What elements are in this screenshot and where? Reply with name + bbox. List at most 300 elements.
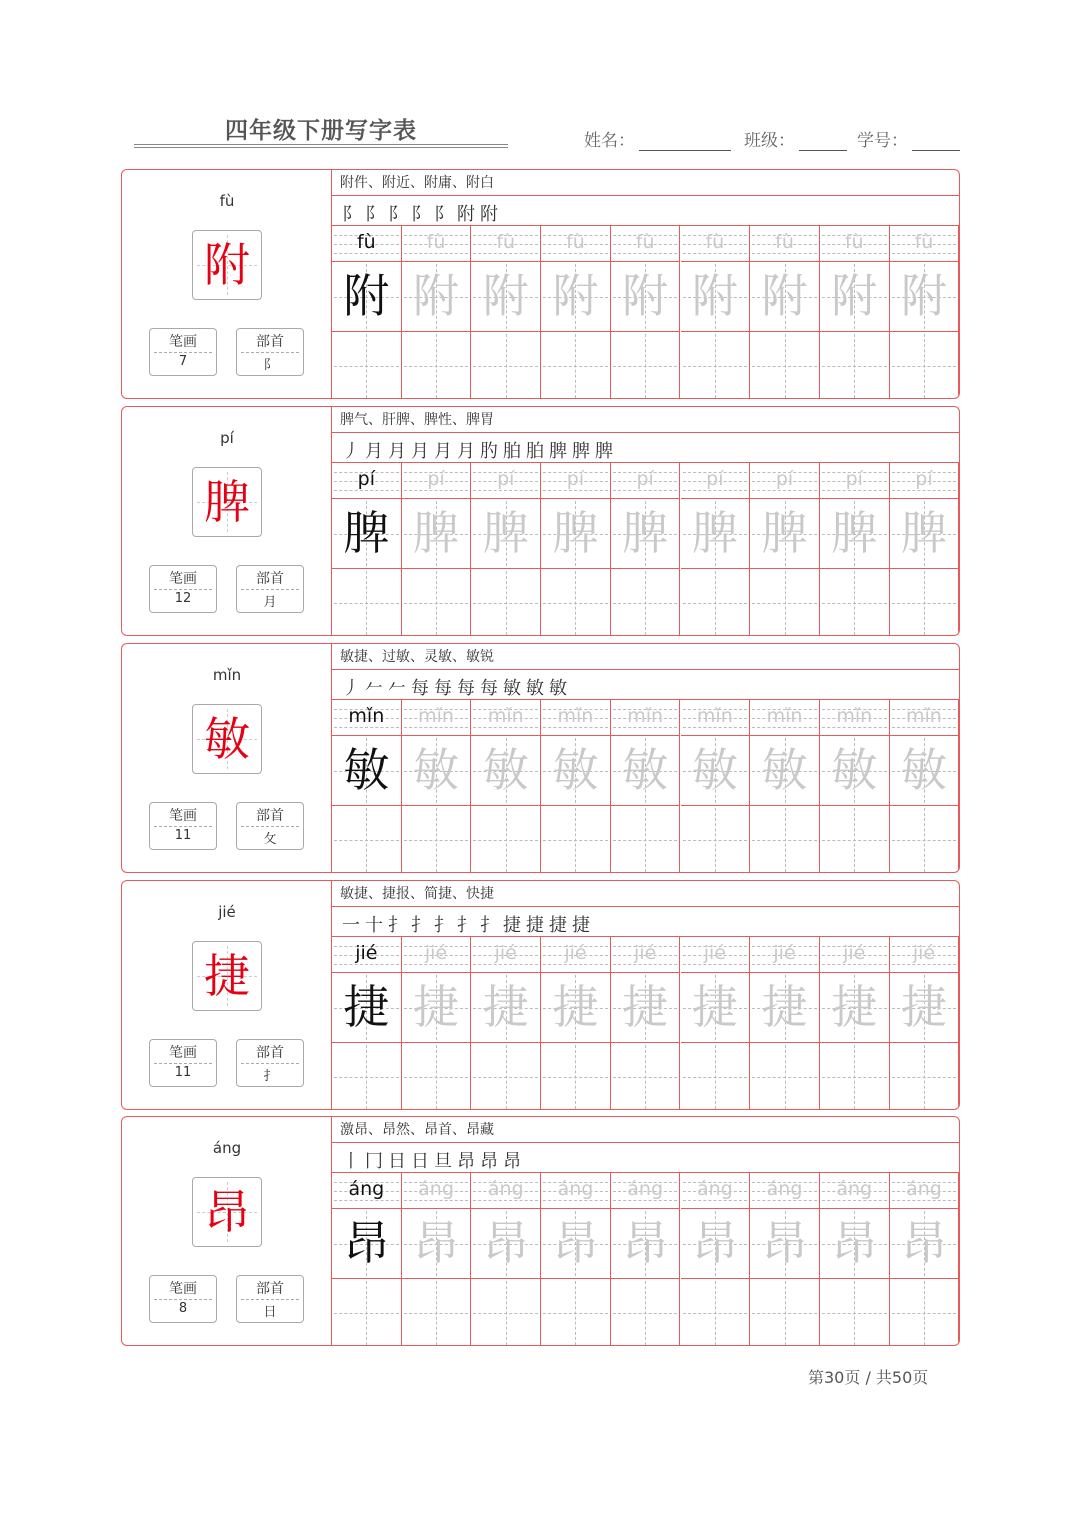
blank-practice-cell[interactable] — [471, 1043, 541, 1110]
stroke-step: 日 — [388, 1151, 406, 1172]
pinyin-text: pí — [775, 468, 794, 490]
pinyin-text: áng — [557, 1178, 594, 1200]
pinyin-cell[interactable] — [541, 226, 611, 262]
character-trace: 脾 — [622, 506, 669, 560]
blank-practice-cell[interactable] — [890, 332, 960, 399]
character-cell[interactable] — [890, 1209, 960, 1279]
blank-practice-cell[interactable] — [332, 806, 402, 873]
radical-label: 部首 — [256, 1045, 284, 1061]
stroke-count-label: 笔画 — [169, 334, 197, 350]
pinyin-text: fù — [775, 231, 794, 253]
character-cell[interactable] — [820, 499, 890, 569]
character-cell[interactable] — [471, 736, 541, 806]
blank-practice-cell[interactable] — [681, 332, 751, 399]
character-cell[interactable] — [890, 736, 960, 806]
character-cell[interactable] — [541, 973, 611, 1043]
blank-practice-cell[interactable] — [541, 569, 611, 636]
blank-practice-cell[interactable] — [541, 806, 611, 873]
blank-practice-cell[interactable] — [890, 806, 960, 873]
blank-practice-cell[interactable] — [890, 569, 960, 636]
character-cell[interactable] — [611, 1209, 681, 1279]
character-pinyin: mǐn — [212, 666, 242, 684]
practice-panel — [332, 407, 959, 635]
pinyin-cell — [332, 1173, 402, 1209]
blank-practice-cell[interactable] — [471, 332, 541, 399]
stroke-count-value: 11 — [174, 828, 192, 843]
character-cell[interactable] — [541, 736, 611, 806]
pinyin-cell[interactable] — [611, 1173, 681, 1209]
stroke-step: 捷 — [526, 915, 544, 936]
pinyin-text: mǐn — [766, 705, 803, 727]
blank-practice-cell[interactable] — [750, 569, 820, 636]
pinyin-cell[interactable] — [402, 463, 472, 499]
pinyin-text: pí — [566, 468, 585, 490]
student-id-label: 学号： — [857, 131, 908, 151]
blank-practice-cell[interactable] — [402, 1279, 472, 1346]
title-block — [134, 110, 508, 150]
writing-grid — [332, 937, 959, 1110]
pinyin-cell[interactable] — [890, 937, 960, 973]
pinyin-text: jié — [564, 942, 587, 964]
character-card — [121, 1116, 960, 1346]
stroke-step: 昂 — [503, 1151, 521, 1172]
blank-practice-cell[interactable] — [332, 1043, 402, 1110]
character-trace: 附 — [900, 269, 947, 323]
pinyin-cell[interactable] — [681, 937, 751, 973]
character-cell — [332, 262, 402, 332]
pinyin-text: pí — [845, 468, 863, 490]
blank-practice-cell[interactable] — [681, 806, 751, 873]
stroke-order-row — [332, 196, 959, 226]
stroke-count-box — [149, 802, 217, 850]
stroke-count-value: 7 — [178, 354, 188, 369]
blank-practice-cell[interactable] — [402, 1043, 472, 1110]
stroke-step: 月 — [388, 441, 406, 462]
character-cell[interactable] — [750, 736, 820, 806]
stroke-step: 日 — [411, 1151, 429, 1172]
character-trace: 捷 — [691, 980, 738, 1034]
blank-practice-cell[interactable] — [611, 1043, 681, 1110]
pinyin-cell — [332, 937, 402, 973]
blank-practice-cell[interactable] — [471, 806, 541, 873]
pinyin-cell[interactable] — [681, 1173, 751, 1209]
character-cell[interactable] — [681, 262, 751, 332]
stroke-step: 脾 — [572, 441, 590, 462]
radical-label: 部首 — [256, 571, 284, 587]
class-field[interactable] — [744, 126, 847, 151]
character-trace: 附 — [691, 269, 738, 323]
stroke-count-value: 8 — [178, 1301, 188, 1316]
pinyin-text: áng — [836, 1178, 873, 1200]
stroke-step: 阝 — [388, 204, 406, 225]
pinyin-text: mǐn — [696, 705, 733, 727]
stroke-step: 月 — [434, 441, 452, 462]
pinyin-cell[interactable] — [471, 463, 541, 499]
pinyin-cell[interactable] — [820, 937, 890, 973]
blank-practice-cell[interactable] — [750, 1279, 820, 1346]
character-cell[interactable] — [402, 736, 472, 806]
blank-practice-cell[interactable] — [681, 569, 751, 636]
character-cell[interactable] — [541, 499, 611, 569]
blank-practice-cell[interactable] — [611, 332, 681, 399]
character-cell[interactable] — [402, 973, 472, 1043]
stroke-step: 丿 — [342, 678, 360, 699]
blank-practice-cell[interactable] — [820, 569, 890, 636]
stroke-step: 扌 — [457, 915, 475, 936]
pinyin-cell[interactable] — [750, 700, 820, 736]
stroke-step: 附 — [457, 204, 475, 225]
character-trace: 昂 — [691, 1216, 738, 1270]
pinyin-cell[interactable] — [750, 937, 820, 973]
blank-practice-cell[interactable] — [820, 332, 890, 399]
character-trace: 附 — [831, 269, 878, 323]
stroke-step: 月 — [365, 441, 383, 462]
pinyin-text: jié — [634, 942, 657, 964]
pinyin-text: fù — [844, 231, 864, 253]
character-trace: 捷 — [831, 980, 878, 1034]
pinyin-text: jié — [355, 942, 378, 964]
character-cell[interactable] — [750, 1209, 820, 1279]
character-card — [121, 169, 960, 399]
blank-practice-cell[interactable] — [332, 569, 402, 636]
character-trace: 捷 — [343, 980, 390, 1034]
pinyin-cell[interactable] — [471, 937, 541, 973]
stroke-count-value: 11 — [174, 1065, 192, 1080]
character-trace: 脾 — [552, 506, 599, 560]
stroke-count-label: 笔画 — [169, 808, 197, 824]
character-display — [192, 467, 262, 537]
blank-practice-cell[interactable] — [820, 1043, 890, 1110]
pinyin-cell[interactable] — [820, 226, 890, 262]
character-cell[interactable] — [471, 1209, 541, 1279]
radical-label: 部首 — [256, 1281, 284, 1297]
student-id-blank[interactable] — [912, 131, 960, 151]
pinyin-text: fù — [705, 231, 725, 253]
character-cell[interactable] — [471, 499, 541, 569]
character-cell[interactable] — [541, 1209, 611, 1279]
pinyin-text: fù — [356, 231, 376, 253]
pinyin-text: mǐn — [418, 705, 454, 727]
character-cell[interactable] — [820, 973, 890, 1043]
pinyin-cell[interactable] — [681, 700, 751, 736]
pinyin-cell[interactable] — [611, 226, 681, 262]
character-cell[interactable] — [402, 499, 472, 569]
blank-practice-cell[interactable] — [890, 1043, 960, 1110]
pinyin-text: áng — [696, 1178, 733, 1200]
character-display — [192, 1177, 262, 1247]
stroke-count-label: 笔画 — [169, 1045, 197, 1061]
pinyin-cell[interactable] — [890, 226, 960, 262]
stroke-step: 扌 — [411, 915, 429, 936]
pinyin-cell[interactable] — [471, 226, 541, 262]
character-cell[interactable] — [750, 499, 820, 569]
example-words: 敏捷、过敏、灵敏、敏锐 — [332, 644, 959, 670]
student-id-field[interactable] — [857, 126, 960, 151]
stroke-step: 捷 — [572, 915, 590, 936]
stroke-step: 昂 — [480, 1151, 498, 1172]
character-info-panel — [122, 881, 332, 1109]
character-trace: 附 — [761, 269, 808, 323]
character-trace: 捷 — [761, 980, 808, 1034]
stroke-step: 十 — [365, 915, 383, 936]
stroke-count-box — [149, 328, 217, 376]
title-underline-2 — [134, 147, 508, 148]
character-cell[interactable] — [402, 1209, 472, 1279]
blank-practice-cell[interactable] — [611, 1279, 681, 1346]
character-glyph: 敏 — [204, 712, 250, 766]
pinyin-cell[interactable] — [541, 937, 611, 973]
page-title: 四年级下册写字表 — [225, 118, 417, 144]
pinyin-cell[interactable] — [541, 463, 611, 499]
character-cell[interactable] — [890, 499, 960, 569]
title-underline — [134, 144, 508, 145]
blank-practice-cell[interactable] — [681, 1043, 751, 1110]
stroke-step: 敏 — [549, 678, 567, 699]
pinyin-cell[interactable] — [890, 700, 960, 736]
blank-practice-cell[interactable] — [402, 569, 472, 636]
pinyin-text: fù — [426, 231, 446, 253]
character-cell[interactable] — [611, 262, 681, 332]
character-glyph: 昂 — [204, 1185, 250, 1239]
pinyin-cell[interactable] — [750, 1173, 820, 1209]
character-trace: 附 — [413, 269, 460, 323]
example-words: 脾气、肝脾、脾性、脾胃 — [332, 407, 959, 433]
stroke-step: 阝 — [342, 204, 360, 225]
character-cell[interactable] — [820, 736, 890, 806]
pinyin-cell[interactable] — [402, 1173, 472, 1209]
character-card — [121, 406, 960, 636]
pinyin-text: pí — [636, 468, 654, 490]
stroke-step: 敏 — [503, 678, 521, 699]
character-trace: 敏 — [691, 743, 738, 797]
pinyin-text: mǐn — [557, 705, 594, 727]
character-trace: 脾 — [482, 506, 529, 560]
stroke-step: 扌 — [388, 915, 406, 936]
character-trace: 敏 — [831, 743, 878, 797]
stroke-step: 旦 — [434, 1151, 452, 1172]
character-trace: 昂 — [552, 1216, 599, 1270]
practice-panel — [332, 881, 959, 1109]
pinyin-cell[interactable] — [402, 226, 472, 262]
pinyin-cell[interactable] — [471, 1173, 541, 1209]
character-trace: 捷 — [552, 980, 599, 1034]
character-cell[interactable] — [820, 1209, 890, 1279]
pinyin-cell[interactable] — [890, 463, 960, 499]
pinyin-cell[interactable] — [402, 700, 472, 736]
character-cell — [332, 736, 402, 806]
pinyin-text: jié — [843, 942, 866, 964]
character-glyph: 脾 — [204, 475, 250, 529]
pinyin-text: pí — [427, 468, 445, 490]
character-trace: 敏 — [482, 743, 529, 797]
pinyin-text: jié — [912, 942, 936, 964]
example-words: 激昂、昂然、昂首、昂藏 — [332, 1117, 959, 1143]
blank-practice-cell[interactable] — [541, 1279, 611, 1346]
stroke-step: 肑 — [480, 441, 498, 462]
pinyin-cell[interactable] — [820, 1173, 890, 1209]
pinyin-cell[interactable] — [750, 226, 820, 262]
pinyin-text: fù — [566, 231, 585, 253]
stroke-step: 胉 — [503, 441, 521, 462]
character-trace: 昂 — [761, 1216, 808, 1270]
character-cell[interactable] — [820, 262, 890, 332]
blank-practice-cell[interactable] — [332, 1279, 402, 1346]
name-blank[interactable] — [639, 131, 731, 151]
character-cell[interactable] — [611, 973, 681, 1043]
stroke-step: 每 — [480, 678, 498, 699]
practice-panel — [332, 644, 959, 872]
pinyin-cell[interactable] — [611, 937, 681, 973]
example-words: 敏捷、捷报、简捷、快捷 — [332, 881, 959, 907]
character-cell[interactable] — [471, 262, 541, 332]
character-trace: 附 — [552, 269, 599, 323]
character-cell[interactable] — [750, 262, 820, 332]
blank-practice-cell[interactable] — [611, 569, 681, 636]
character-cell — [332, 499, 402, 569]
stroke-count-box — [149, 1039, 217, 1087]
character-trace: 敏 — [761, 743, 808, 797]
pinyin-cell — [332, 700, 402, 736]
pinyin-cell[interactable] — [820, 463, 890, 499]
pinyin-cell[interactable] — [611, 700, 681, 736]
character-info-panel — [122, 1117, 332, 1345]
radical-value: 阝 — [263, 358, 277, 373]
character-cell[interactable] — [611, 736, 681, 806]
character-cell[interactable] — [611, 499, 681, 569]
stroke-count-box — [149, 1275, 217, 1323]
stroke-step: 阝 — [411, 204, 429, 225]
blank-practice-cell[interactable] — [332, 332, 402, 399]
stroke-step: 捷 — [503, 915, 521, 936]
character-cell[interactable] — [681, 1209, 751, 1279]
character-card — [121, 880, 960, 1110]
blank-practice-cell[interactable] — [541, 1043, 611, 1110]
pinyin-text: mǐn — [627, 705, 664, 727]
character-trace: 捷 — [622, 980, 669, 1034]
character-pinyin: jié — [218, 903, 236, 921]
character-trace: 昂 — [900, 1216, 947, 1270]
name-label: 姓名： — [584, 131, 635, 151]
pinyin-cell[interactable] — [471, 700, 541, 736]
blank-practice-cell[interactable] — [750, 332, 820, 399]
stroke-step: 丨 — [342, 1151, 360, 1172]
stroke-step: 每 — [457, 678, 475, 699]
stroke-count-label: 笔画 — [169, 571, 197, 587]
character-cell[interactable] — [890, 973, 960, 1043]
pinyin-text: áng — [766, 1178, 803, 1200]
stroke-order-row — [332, 670, 959, 700]
practice-panel — [332, 1117, 959, 1345]
character-trace: 捷 — [900, 980, 947, 1034]
stroke-step: 月 — [457, 441, 475, 462]
class-blank[interactable] — [799, 131, 847, 151]
pinyin-text: jié — [424, 942, 448, 964]
character-cell[interactable] — [681, 499, 751, 569]
stroke-step: 阝 — [365, 204, 383, 225]
pinyin-text: áng — [906, 1178, 942, 1200]
pinyin-cell[interactable] — [820, 700, 890, 736]
pinyin-cell[interactable] — [681, 226, 751, 262]
character-info-panel — [122, 644, 332, 872]
blank-practice-cell[interactable] — [820, 806, 890, 873]
character-pinyin: pí — [220, 429, 234, 447]
character-trace: 捷 — [413, 980, 460, 1034]
character-trace: 脾 — [761, 506, 808, 560]
character-trace: 附 — [343, 269, 390, 323]
page-number: 第30页 / 共50页 — [808, 1368, 929, 1387]
character-cell[interactable] — [471, 973, 541, 1043]
pinyin-cell[interactable] — [750, 463, 820, 499]
blank-practice-cell[interactable] — [681, 1279, 751, 1346]
character-cell[interactable] — [681, 736, 751, 806]
blank-practice-cell[interactable] — [541, 332, 611, 399]
pinyin-text: pí — [915, 468, 933, 490]
radical-label: 部首 — [256, 334, 284, 350]
stroke-step: 丿 — [342, 441, 360, 462]
character-cell[interactable] — [681, 973, 751, 1043]
pinyin-text: mǐn — [906, 705, 942, 727]
pinyin-text: fù — [914, 231, 934, 253]
name-field[interactable] — [584, 126, 731, 151]
character-trace: 昂 — [831, 1216, 878, 1270]
blank-practice-cell[interactable] — [820, 1279, 890, 1346]
pinyin-text: fù — [496, 231, 516, 253]
character-trace: 敏 — [552, 743, 599, 797]
pinyin-cell — [332, 463, 402, 499]
character-glyph: 附 — [204, 238, 250, 292]
pinyin-text: pí — [357, 468, 376, 490]
character-trace: 捷 — [482, 980, 529, 1034]
pinyin-cell[interactable] — [681, 463, 751, 499]
pinyin-text: áng — [418, 1178, 454, 1200]
character-cell[interactable] — [750, 973, 820, 1043]
character-trace: 敏 — [900, 743, 947, 797]
pinyin-cell[interactable] — [541, 1173, 611, 1209]
character-info-panel — [122, 407, 332, 635]
pinyin-cell[interactable] — [611, 463, 681, 499]
radical-value: 日 — [263, 1305, 277, 1320]
blank-practice-cell[interactable] — [750, 1043, 820, 1110]
example-words: 附件、附近、附庸、附白 — [332, 170, 959, 196]
blank-practice-cell[interactable] — [750, 806, 820, 873]
pinyin-text: áng — [348, 1178, 385, 1200]
blank-practice-cell[interactable] — [471, 1279, 541, 1346]
stroke-step: 附 — [480, 204, 498, 225]
pinyin-cell — [332, 226, 402, 262]
blank-practice-cell[interactable] — [471, 569, 541, 636]
stroke-step: 𠂉 — [365, 678, 383, 699]
pinyin-cell[interactable] — [402, 937, 472, 973]
radical-box — [236, 802, 304, 850]
stroke-step: 冂 — [365, 1151, 383, 1172]
class-label: 班级： — [744, 131, 795, 151]
pinyin-cell[interactable] — [541, 700, 611, 736]
radical-box — [236, 1275, 304, 1323]
blank-practice-cell[interactable] — [611, 806, 681, 873]
pinyin-cell[interactable] — [890, 1173, 960, 1209]
character-display — [192, 941, 262, 1011]
writing-grid — [332, 463, 959, 636]
stroke-step: 脾 — [595, 441, 613, 462]
stroke-step: 昂 — [457, 1151, 475, 1172]
character-pinyin: áng — [212, 1139, 242, 1157]
blank-practice-cell[interactable] — [890, 1279, 960, 1346]
blank-practice-cell[interactable] — [402, 332, 472, 399]
blank-practice-cell[interactable] — [402, 806, 472, 873]
character-cell[interactable] — [890, 262, 960, 332]
character-cell[interactable] — [541, 262, 611, 332]
character-cell[interactable] — [402, 262, 472, 332]
